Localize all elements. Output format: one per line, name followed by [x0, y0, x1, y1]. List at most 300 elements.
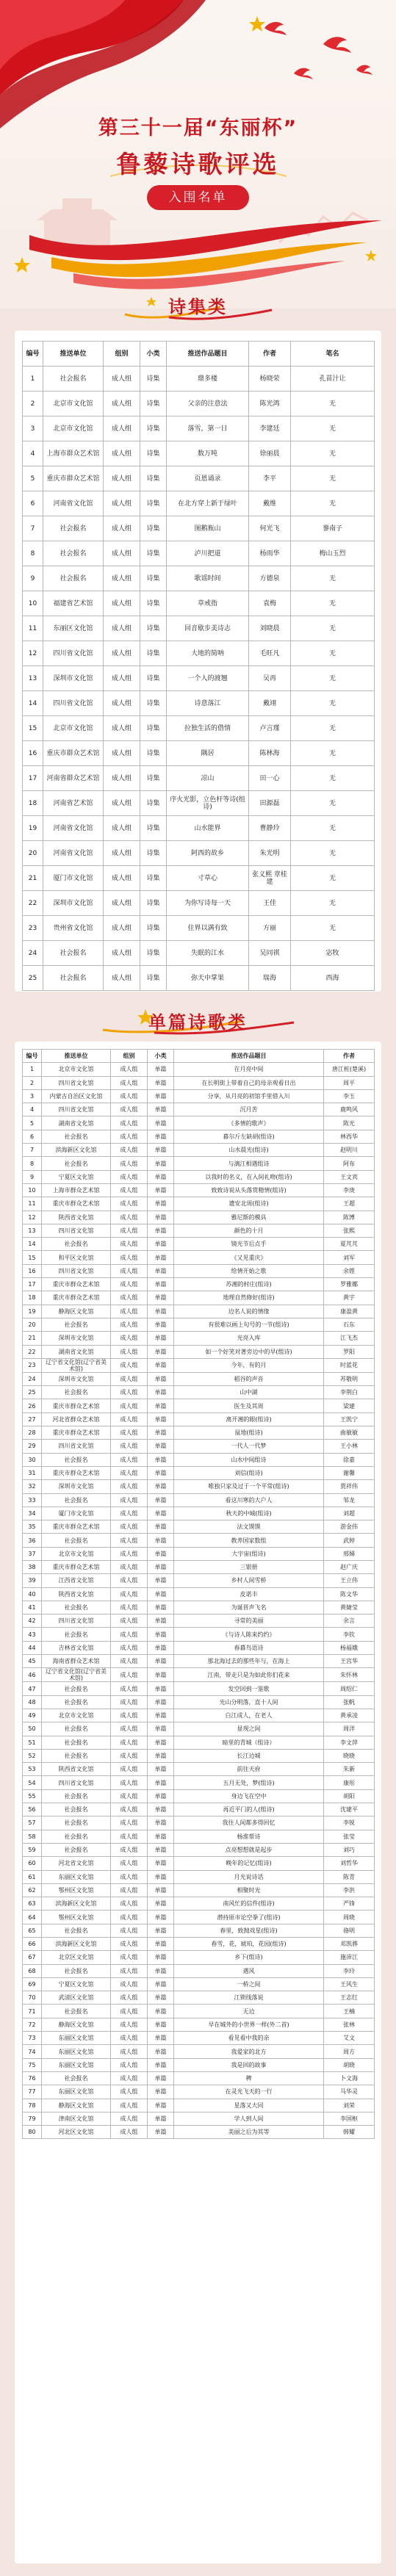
table-cell: 杨雨华	[249, 541, 291, 566]
table-cell: 津南区文化馆	[42, 2112, 111, 2125]
table-cell: 重庆市群众艺术馆	[42, 1520, 111, 1534]
table-cell: 社会报名	[42, 1130, 111, 1143]
table-cell: 静海区文化馆	[42, 2099, 111, 2112]
table-cell: 东丽区文化馆	[42, 2032, 111, 2045]
table-row	[23, 1897, 375, 1911]
table-cell: 诗集	[140, 741, 167, 766]
table-cell: 单篇	[148, 1493, 174, 1507]
table-cell: 3	[23, 1089, 42, 1103]
table-cell: 周洋	[324, 1722, 375, 1736]
table-cell: 湖南省文化馆	[42, 1116, 111, 1130]
page-subtitle: 鲁藜诗歌评选	[116, 150, 280, 178]
table-cell: 成人组	[111, 1480, 148, 1493]
table-cell: 诗集	[140, 591, 167, 616]
table-cell: 成人组	[111, 1116, 148, 1130]
table-row	[23, 1318, 375, 1331]
table-cell: 成人组	[104, 466, 140, 491]
table-cell: 为诞晋声飞名	[174, 1601, 324, 1614]
table-cell: 成人组	[111, 2112, 148, 2125]
table-cell: 单篇	[148, 1938, 174, 1951]
table-cell: 成人组	[111, 1816, 148, 1830]
table-cell: 50	[23, 1722, 42, 1736]
table-cell: 成人组	[111, 1763, 148, 1776]
table-cell: 王凯宁	[324, 1413, 375, 1426]
table-cell: 13	[23, 666, 43, 691]
table-row	[23, 1843, 375, 1856]
table-cell: 朱怀林	[324, 1668, 375, 1682]
table-cell: 王佳	[249, 891, 291, 916]
table-cell: 韩耀	[324, 2126, 375, 2139]
table-cell: 北京市文化馆	[43, 392, 104, 416]
table-row	[23, 1924, 375, 1937]
table-cell: 诗集	[140, 516, 167, 541]
table-cell: 一代人一代梦	[174, 1440, 324, 1453]
table-cell: 宓牧	[291, 941, 375, 966]
table-cell: 单篇	[148, 1628, 174, 1641]
table-cell: 25	[23, 966, 43, 991]
table-cell: 单篇	[148, 1480, 174, 1493]
table-row	[23, 1991, 375, 2005]
table-cell: 54	[23, 1776, 42, 1789]
table-cell: 福建省艺术馆	[43, 591, 104, 616]
table-cell: 成人组	[111, 1372, 148, 1385]
table-cell: 26	[23, 1399, 42, 1413]
table-cell: 方德泉	[249, 566, 291, 591]
table-cell: 唯独只家及过于一个平常(组诗)	[174, 1480, 324, 1493]
table-cell: 36	[23, 1534, 42, 1547]
table-row	[23, 816, 375, 841]
table-cell: 单篇	[148, 1440, 174, 1453]
table-cell: 成人组	[111, 1964, 148, 1977]
table-body	[23, 367, 375, 991]
table-row	[23, 1695, 375, 1709]
table-cell: 无	[291, 791, 375, 816]
table-cell: 谢馨	[324, 1466, 375, 1479]
table-cell: 罗雅娜	[324, 1278, 375, 1291]
table-cell: 康盈黄	[324, 1305, 375, 1318]
table-cell: 成人组	[111, 2045, 148, 2058]
page-title: 第三十一届“东丽杯”	[98, 117, 298, 140]
table-cell: 我爱家的北方	[174, 2045, 324, 2058]
table-cell: 无边	[174, 2005, 324, 2018]
table-cell: 单篇	[148, 1278, 174, 1291]
table-cell: 单篇	[148, 1682, 174, 1695]
table-cell: 社会报名	[42, 1534, 111, 1547]
table-cell: 深圳市文化馆	[42, 1372, 111, 1385]
table-cell: 66	[23, 1938, 42, 1951]
table-cell: 成人组	[111, 1951, 148, 1964]
table-row	[23, 1816, 375, 1830]
table-row	[23, 2032, 375, 2045]
table-row	[23, 1332, 375, 1345]
table-cell: 张林	[324, 2018, 375, 2031]
table-cell: 春雪，花，琥珀，花园(组诗)	[174, 1938, 324, 1951]
table-cell: 单篇	[148, 1789, 174, 1803]
table-cell: 成人组	[111, 1238, 148, 1251]
table-row	[23, 1211, 375, 1224]
table-cell: 成人组	[111, 1305, 148, 1318]
table-cell: 成人组	[111, 1668, 148, 1682]
table-cell: 2	[23, 1076, 42, 1089]
table-cell: 单篇	[148, 1830, 174, 1843]
table-cell: 江飞杰	[324, 1332, 375, 1345]
table-cell: 黄承凌	[324, 1709, 375, 1722]
table-cell: 星落又大同	[174, 2099, 324, 2112]
table-cell: 陈青	[324, 1870, 375, 1883]
table-cell: 单篇	[148, 1426, 174, 1440]
table-row	[23, 916, 375, 941]
table-cell: 单篇	[148, 1144, 174, 1157]
table-row	[23, 941, 375, 966]
column-header: 小类	[140, 342, 167, 367]
table-row	[23, 1251, 375, 1264]
table-cell: 21	[23, 866, 43, 891]
table-cell: 单篇	[148, 1587, 174, 1601]
table-cell: 43	[23, 1628, 42, 1641]
table-cell: 成人组	[104, 591, 140, 616]
table-cell: 39	[23, 1574, 42, 1587]
table-cell: 胡阳	[324, 1789, 375, 1803]
column-header: 推送单位	[42, 1050, 111, 1063]
table-cell: 22	[23, 1345, 42, 1358]
table-cell: 刘军	[324, 1251, 375, 1264]
table-cell: 离开湘的眼(组诗)	[174, 1413, 324, 1426]
table-cell: 山水晨光(组诗)	[174, 1144, 324, 1157]
table-cell: 成人组	[111, 1358, 148, 1372]
table-cell: 无	[291, 641, 375, 666]
table-cell: 单篇	[148, 1722, 174, 1736]
table-cell: 父亲的注意法	[167, 392, 249, 416]
table-row	[23, 1614, 375, 1628]
table-cell: 65	[23, 1924, 42, 1937]
table-cell: 28	[23, 1426, 42, 1440]
table-cell: 单篇	[148, 1520, 174, 1534]
table-cell: 单篇	[148, 1695, 174, 1709]
table-cell: 单篇	[148, 1130, 174, 1143]
table-cell: 游金伟	[324, 1520, 375, 1534]
table-cell: 单篇	[148, 1897, 174, 1911]
table-cell: 成人组	[111, 1332, 148, 1345]
flag-ribbon-icon	[0, 0, 206, 129]
table-cell: 海南省群众艺术馆	[42, 1655, 111, 1668]
table-cell: 社会报名	[43, 541, 104, 566]
table-cell: 45	[23, 1655, 42, 1668]
table-cell: 皮诺丰	[174, 1587, 324, 1601]
table-row	[23, 966, 375, 991]
table-row	[23, 2085, 375, 2099]
table-row	[23, 2071, 375, 2085]
table-row	[23, 616, 375, 641]
table-cell: 成人组	[111, 1560, 148, 1573]
table-cell: 11	[23, 616, 43, 641]
table-cell: 无	[291, 441, 375, 466]
table-cell: 单篇	[148, 1076, 174, 1089]
table-cell: 成人组	[104, 741, 140, 766]
table-cell: 杨晓荣	[249, 367, 291, 392]
table-row	[23, 466, 375, 491]
table-cell: 寻常的美丽	[174, 1614, 324, 1628]
table-cell: 58	[23, 1830, 42, 1843]
table-cell: 社会报名	[42, 1493, 111, 1507]
table-cell: 单篇	[148, 1507, 174, 1520]
table-cell: 单篇	[148, 1857, 174, 1870]
table-cell: 社会报名	[42, 1238, 111, 1251]
table-cell: 社会报名	[42, 1803, 111, 1816]
table-cell: 王立伟	[324, 1574, 375, 1587]
table-cell: 失眠的江水	[167, 941, 249, 966]
table-cell: 17	[23, 1278, 42, 1291]
table-cell: 社会报名	[42, 2071, 111, 2085]
table-row	[23, 2045, 375, 2058]
table-cell: 阿西的故乡	[167, 841, 249, 866]
table-cell: 55	[23, 1789, 42, 1803]
table-row	[23, 1507, 375, 1520]
table-cell: 成人组	[104, 666, 140, 691]
table-cell: 成人组	[111, 1076, 148, 1089]
table-cell: 单篇	[148, 1534, 174, 1547]
table-cell: 20	[23, 841, 43, 866]
table-cell: 单篇	[148, 1358, 174, 1372]
table-cell: 稗	[174, 2071, 324, 2085]
table-cell: 弥天中掌果	[167, 966, 249, 991]
single-poems-card	[15, 1042, 381, 2564]
table-cell: 邢娣	[324, 1547, 375, 1560]
table-cell: 看见看中我的亲	[174, 2032, 324, 2045]
table-cell: 单篇	[148, 1803, 174, 1816]
table-cell: 梁建	[324, 1399, 375, 1413]
table-cell: 给情开始之歌	[174, 1264, 324, 1277]
table-cell: 落雪，第一日	[167, 416, 249, 441]
table-cell: 69	[23, 1977, 42, 1991]
table-cell: 鹿鸣风	[324, 1103, 375, 1116]
table-cell: 社会报名	[42, 1924, 111, 1937]
table-cell: 东丽区文化馆	[42, 1870, 111, 1883]
table-cell: 邓凯骅	[324, 1938, 375, 1951]
table-cell: 东丽区文化馆	[43, 616, 104, 641]
table-cell: 71	[23, 2005, 42, 2018]
table-cell: 与漓江相遇组诗	[174, 1157, 324, 1170]
table-cell: 社会报名	[43, 566, 104, 591]
table-cell: 7	[23, 516, 43, 541]
table-row	[23, 1345, 375, 1358]
table-row	[23, 2018, 375, 2031]
table-cell: 20	[23, 1318, 42, 1331]
table-cell: 深圳市文化馆	[42, 1332, 111, 1345]
table-cell: 周绍仁	[324, 1682, 375, 1695]
table-cell: 刘荣	[324, 2099, 375, 2112]
table-cell: 致致诗说从头落赏精情(组诗)	[174, 1183, 324, 1197]
table-cell: 单篇	[148, 1668, 174, 1682]
table-cell: 成人组	[104, 416, 140, 441]
table-row	[23, 1938, 375, 1951]
table-cell: 无	[291, 491, 375, 516]
table-cell: 四川省文化馆	[43, 691, 104, 716]
table-cell: 大宇宙(组诗)	[174, 1547, 324, 1560]
table-cell: 社会报名	[43, 941, 104, 966]
column-header: 推送单位	[43, 342, 104, 367]
table-cell: 徐嘉	[324, 1453, 375, 1466]
table-row	[23, 1224, 375, 1237]
table-cell: 刘超	[324, 1507, 375, 1520]
table-cell: 成人组	[104, 691, 140, 716]
table-cell: 成人组	[111, 2126, 148, 2139]
table-cell: 山水能界	[167, 816, 249, 841]
table-cell: 吉林省文化馆	[42, 1641, 111, 1654]
table-row	[23, 566, 375, 591]
table-row	[23, 1144, 375, 1157]
table-cell: 毛旺凡	[249, 641, 291, 666]
table-cell: 四川省文化馆	[43, 641, 104, 666]
table-cell: 河南省文化馆	[43, 491, 104, 516]
table-cell: 贵州省文化馆	[43, 916, 104, 941]
table-cell: 边名人说的情缘	[174, 1305, 324, 1318]
table-cell: 成人组	[111, 1534, 148, 1547]
table-cell: 诗集	[140, 716, 167, 741]
dove-icon	[264, 22, 372, 79]
table-cell: 成人组	[111, 1655, 148, 1668]
table-cell: 遇风	[174, 1964, 324, 1977]
table-cell: 单篇	[148, 1399, 174, 1413]
table-cell: 深圳市文化馆	[43, 891, 104, 916]
table-row	[23, 1183, 375, 1197]
table-cell: 成人组	[111, 1843, 148, 1856]
table-cell: 成人组	[111, 1614, 148, 1628]
table-cell: 南风忙的信件(组诗)	[174, 1897, 324, 1911]
table-cell: 无	[291, 566, 375, 591]
table-cell: 44	[23, 1641, 42, 1654]
column-header: 编号	[23, 342, 43, 367]
table-cell: 单篇	[148, 1574, 174, 1587]
table-cell: 五月无处，梦(组诗)	[174, 1776, 324, 1789]
table-cell: 59	[23, 1843, 42, 1856]
table-cell: 单篇	[148, 1305, 174, 1318]
table-row	[23, 716, 375, 741]
table-row	[23, 866, 375, 891]
table-cell: 张莹	[324, 1830, 375, 1843]
table-cell: 陕西省文化馆	[42, 1763, 111, 1776]
table-cell: 唐江桩(楚溪)	[324, 1063, 375, 1076]
table-cell: 王风生	[324, 1977, 375, 1991]
table-cell: 29	[23, 1440, 42, 1453]
table-cell: 北京市文化馆	[42, 1547, 111, 1560]
table-row	[23, 1130, 375, 1143]
table-cell: 72	[23, 2018, 42, 2031]
table-cell: 北京市文化馆	[42, 1709, 111, 1722]
table-cell: 河南省文化馆	[43, 816, 104, 841]
table-cell: 余铿	[324, 1264, 375, 1277]
table-cell: 诗集	[140, 566, 167, 591]
table-cell: 成人组	[111, 1345, 148, 1358]
table-header-row	[23, 1050, 375, 1063]
table-cell: 单篇	[148, 1345, 174, 1358]
column-header: 推送作品题目	[174, 1050, 324, 1063]
table-cell: 成人组	[111, 1318, 148, 1331]
table-cell: 成人组	[111, 1977, 148, 1991]
table-cell: 单篇	[148, 1466, 174, 1479]
table-cell: 社会报名	[42, 1601, 111, 1614]
table-cell: 上海市群众艺术馆	[42, 1183, 111, 1197]
table-row	[23, 1358, 375, 1372]
table-cell: 成人组	[111, 2032, 148, 2045]
table-cell: 王超	[324, 1197, 375, 1211]
table-cell: 月光说诗话	[174, 1870, 324, 1883]
table-cell: 无	[291, 392, 375, 416]
table-cell: 单篇	[148, 1964, 174, 1977]
table-cell: 滨海新区文化馆	[42, 1144, 111, 1157]
table-cell: 杨福娥	[324, 1641, 375, 1654]
table-row	[23, 1440, 375, 1453]
table-cell: 李玉	[324, 1089, 375, 1103]
table-cell: 成人组	[111, 1857, 148, 1870]
table-cell: 成人组	[104, 516, 140, 541]
table-cell: 成人组	[111, 1144, 148, 1157]
table-row	[23, 1749, 375, 1762]
table-cell: 成人组	[104, 616, 140, 641]
table-cell: 四川省文化馆	[42, 1440, 111, 1453]
table-row	[23, 392, 375, 416]
table-cell: 深圳市文化馆	[42, 1480, 111, 1493]
table-row	[23, 1641, 375, 1654]
table-cell: 社会报名	[42, 2005, 111, 2018]
table-cell: 30	[23, 1453, 42, 1466]
table-cell: 李建廷	[249, 416, 291, 441]
table-row	[23, 1857, 375, 1870]
table-cell: 深圳市文化馆	[43, 666, 104, 691]
table-cell: 遗安北周(组诗)	[174, 1197, 324, 1211]
column-header: 组别	[104, 342, 140, 367]
table-cell: 48	[23, 1695, 42, 1709]
table-cell: 47	[23, 1682, 42, 1695]
table-cell: 无	[291, 416, 375, 441]
table-cell: 黄婕莹	[324, 1601, 375, 1614]
table-cell: 罗阳	[324, 1345, 375, 1358]
table-cell: 法文馍馍	[174, 1520, 324, 1534]
table-cell: 医生及其周	[174, 1399, 324, 1413]
table-cell: 《多情的歌声》	[174, 1116, 324, 1130]
table-cell: 成人组	[111, 1736, 148, 1749]
table-cell: 诗集	[140, 416, 167, 441]
table-cell: 西海	[291, 966, 375, 991]
table-cell: 隅居	[167, 741, 249, 766]
table-cell: 社会报名	[43, 516, 104, 541]
table-cell: 诗集	[140, 616, 167, 641]
table-cell: 光山分明落，直十人间	[174, 1695, 324, 1709]
table-cell: 赵明川	[324, 1144, 375, 1157]
table-cell: 成人组	[104, 816, 140, 841]
table-cell: 李洪	[324, 1883, 375, 1897]
table-cell: 河北省群众艺术馆	[42, 1413, 111, 1426]
table-cell: 社会报名	[42, 1695, 111, 1709]
table-cell: 光亮入库	[174, 1332, 324, 1345]
table-cell: 12	[23, 1211, 42, 1224]
table-cell: 成人组	[111, 2005, 148, 2018]
column-header: 推送作品题目	[167, 342, 249, 367]
table-cell: 51	[23, 1736, 42, 1749]
table-cell: 稻谷的声音	[174, 1372, 324, 1385]
table-cell: 10	[23, 591, 43, 616]
table-cell: 成人组	[111, 1440, 148, 1453]
table-cell: 草戒指	[167, 591, 249, 616]
table-cell: 单篇	[148, 1197, 174, 1211]
table-cell: 暮尔斤左缺胡(组诗)	[174, 1130, 324, 1143]
table-row	[23, 1238, 375, 1251]
table-cell: 单篇	[148, 1749, 174, 1762]
table-cell: 成人组	[111, 1386, 148, 1399]
table-row	[23, 1278, 375, 1291]
table-cell: 73	[23, 2032, 42, 2045]
table-cell: 王宫华	[324, 1655, 375, 1668]
table-cell: 67	[23, 1951, 42, 1964]
